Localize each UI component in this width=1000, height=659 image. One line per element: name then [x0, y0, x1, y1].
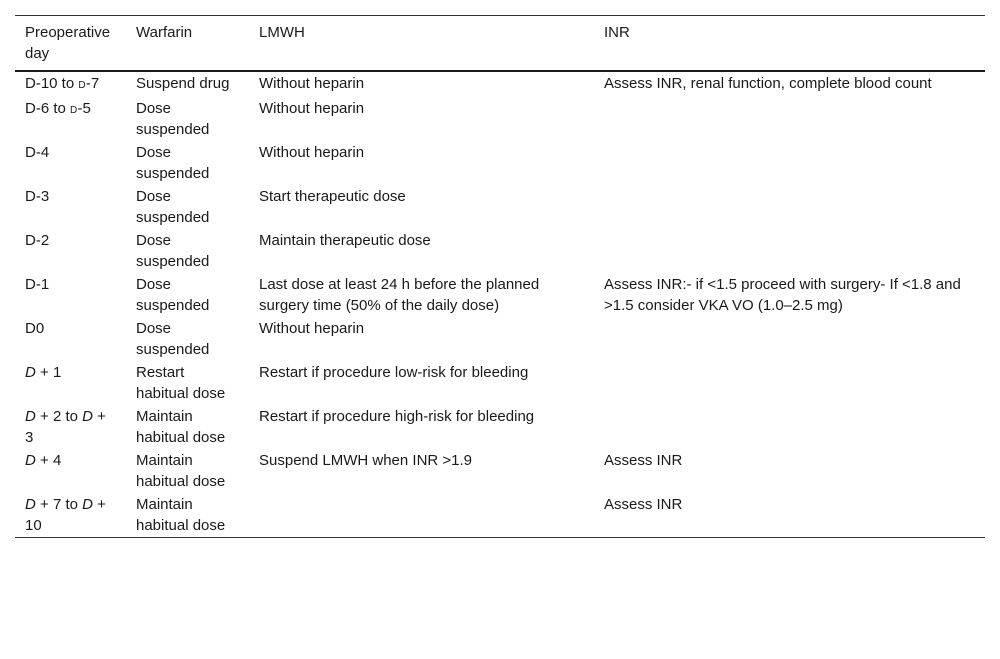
day-cell: [15, 97, 126, 141]
table-row: [15, 361, 985, 405]
warfarin-cell: Suspend drug: [136, 75, 230, 92]
day-prefix: D: [70, 105, 78, 116]
day-cell: [15, 405, 126, 449]
table-row: [15, 229, 985, 273]
table-header: [15, 16, 985, 72]
warfarin-cell: Dose suspended: [136, 232, 210, 270]
day-text: + 2 to: [35, 408, 83, 425]
warfarin-cell: Maintain habitual dose: [136, 408, 226, 446]
lmwh-cell: [249, 493, 594, 538]
inr-cell: Assess INR:- if <1.5 proceed with surgery- If <1.8 and >1.5 consider VKA VO (1.0–2.5 mg): [604, 276, 961, 314]
day-cell: [15, 449, 126, 493]
inr-cell: [594, 317, 985, 361]
day-variable: D: [82, 496, 93, 513]
lmwh-cell: Last dose at least 24 h before the planned surgery time (50% of the daily dose): [259, 276, 540, 314]
anticoagulation-schedule-table-wrapper: [15, 15, 985, 538]
inr-cell: [594, 361, 985, 405]
day-variable: D: [25, 364, 36, 381]
anticoagulation-schedule-table: [15, 15, 985, 538]
lmwh-cell: Maintain therapeutic dose: [259, 232, 431, 249]
day-cell: D-2: [25, 232, 50, 249]
day-variable: D: [25, 408, 36, 425]
inr-cell: Assess INR, renal function, complete blood count: [604, 75, 932, 92]
lmwh-cell: Without heparin: [259, 144, 365, 161]
lmwh-cell: Without heparin: [259, 320, 365, 337]
day-cell: D-4: [25, 144, 50, 161]
inr-cell: [594, 185, 985, 229]
day-text: + 1: [35, 364, 62, 381]
warfarin-cell: Dose suspended: [136, 276, 210, 314]
header-row: [15, 16, 985, 72]
day-variable: D: [25, 496, 36, 513]
table-row: [15, 71, 985, 97]
lmwh-cell: Start therapeutic dose: [259, 188, 406, 205]
lmwh-cell: Restart if procedure low-risk for bleeding: [259, 364, 529, 381]
day-cell: [15, 361, 126, 405]
table-row: [15, 449, 985, 493]
warfarin-cell: Restart habitual dose: [136, 364, 226, 402]
warfarin-cell: Dose suspended: [136, 100, 210, 138]
day-text: + 4: [35, 452, 62, 469]
day-variable: D: [82, 408, 93, 425]
day-cell: D-3: [25, 188, 50, 205]
table-row: [15, 493, 985, 538]
header-warfarin: Warfarin: [136, 24, 193, 41]
warfarin-cell: Dose suspended: [136, 320, 210, 358]
warfarin-cell: Maintain habitual dose: [136, 452, 226, 490]
inr-cell: [594, 229, 985, 273]
day-text: + 7 to: [35, 496, 83, 513]
day-cell: [15, 493, 126, 538]
header-preoperative-day: Preoperative day: [25, 24, 111, 62]
day-cell: D-1: [25, 276, 50, 293]
inr-cell: [594, 141, 985, 185]
day-text: + 3: [25, 408, 106, 446]
table-row: [15, 405, 985, 449]
lmwh-cell: Restart if procedure high-risk for bleeding: [259, 408, 535, 425]
table-row: [15, 273, 985, 317]
table-row: [15, 97, 985, 141]
day-text: -7: [85, 75, 100, 92]
day-cell: [15, 71, 126, 97]
header-lmwh: LMWH: [259, 24, 305, 41]
table-row: [15, 185, 985, 229]
day-text: -5: [77, 100, 91, 117]
inr-cell: Assess INR: [604, 452, 683, 469]
day-text: D-10 to: [25, 75, 79, 92]
lmwh-cell: Without heparin: [259, 100, 365, 117]
warfarin-cell: Dose suspended: [136, 188, 210, 226]
table-body: [15, 71, 985, 538]
warfarin-cell: Maintain habitual dose: [136, 496, 226, 534]
day-cell: D0: [25, 320, 45, 337]
inr-cell: [594, 405, 985, 449]
lmwh-cell: Suspend LMWH when INR >1.9: [259, 452, 473, 469]
day-text: + 10: [25, 496, 106, 534]
table-row: [15, 317, 985, 361]
inr-cell: [594, 97, 985, 141]
warfarin-cell: Dose suspended: [136, 144, 210, 182]
header-inr: INR: [604, 24, 630, 41]
day-variable: D: [25, 452, 36, 469]
lmwh-cell: Without heparin: [259, 75, 365, 92]
inr-cell: Assess INR: [604, 496, 683, 513]
day-text: D-6 to: [25, 100, 71, 117]
day-prefix: D: [78, 80, 86, 91]
table-row: [15, 141, 985, 185]
